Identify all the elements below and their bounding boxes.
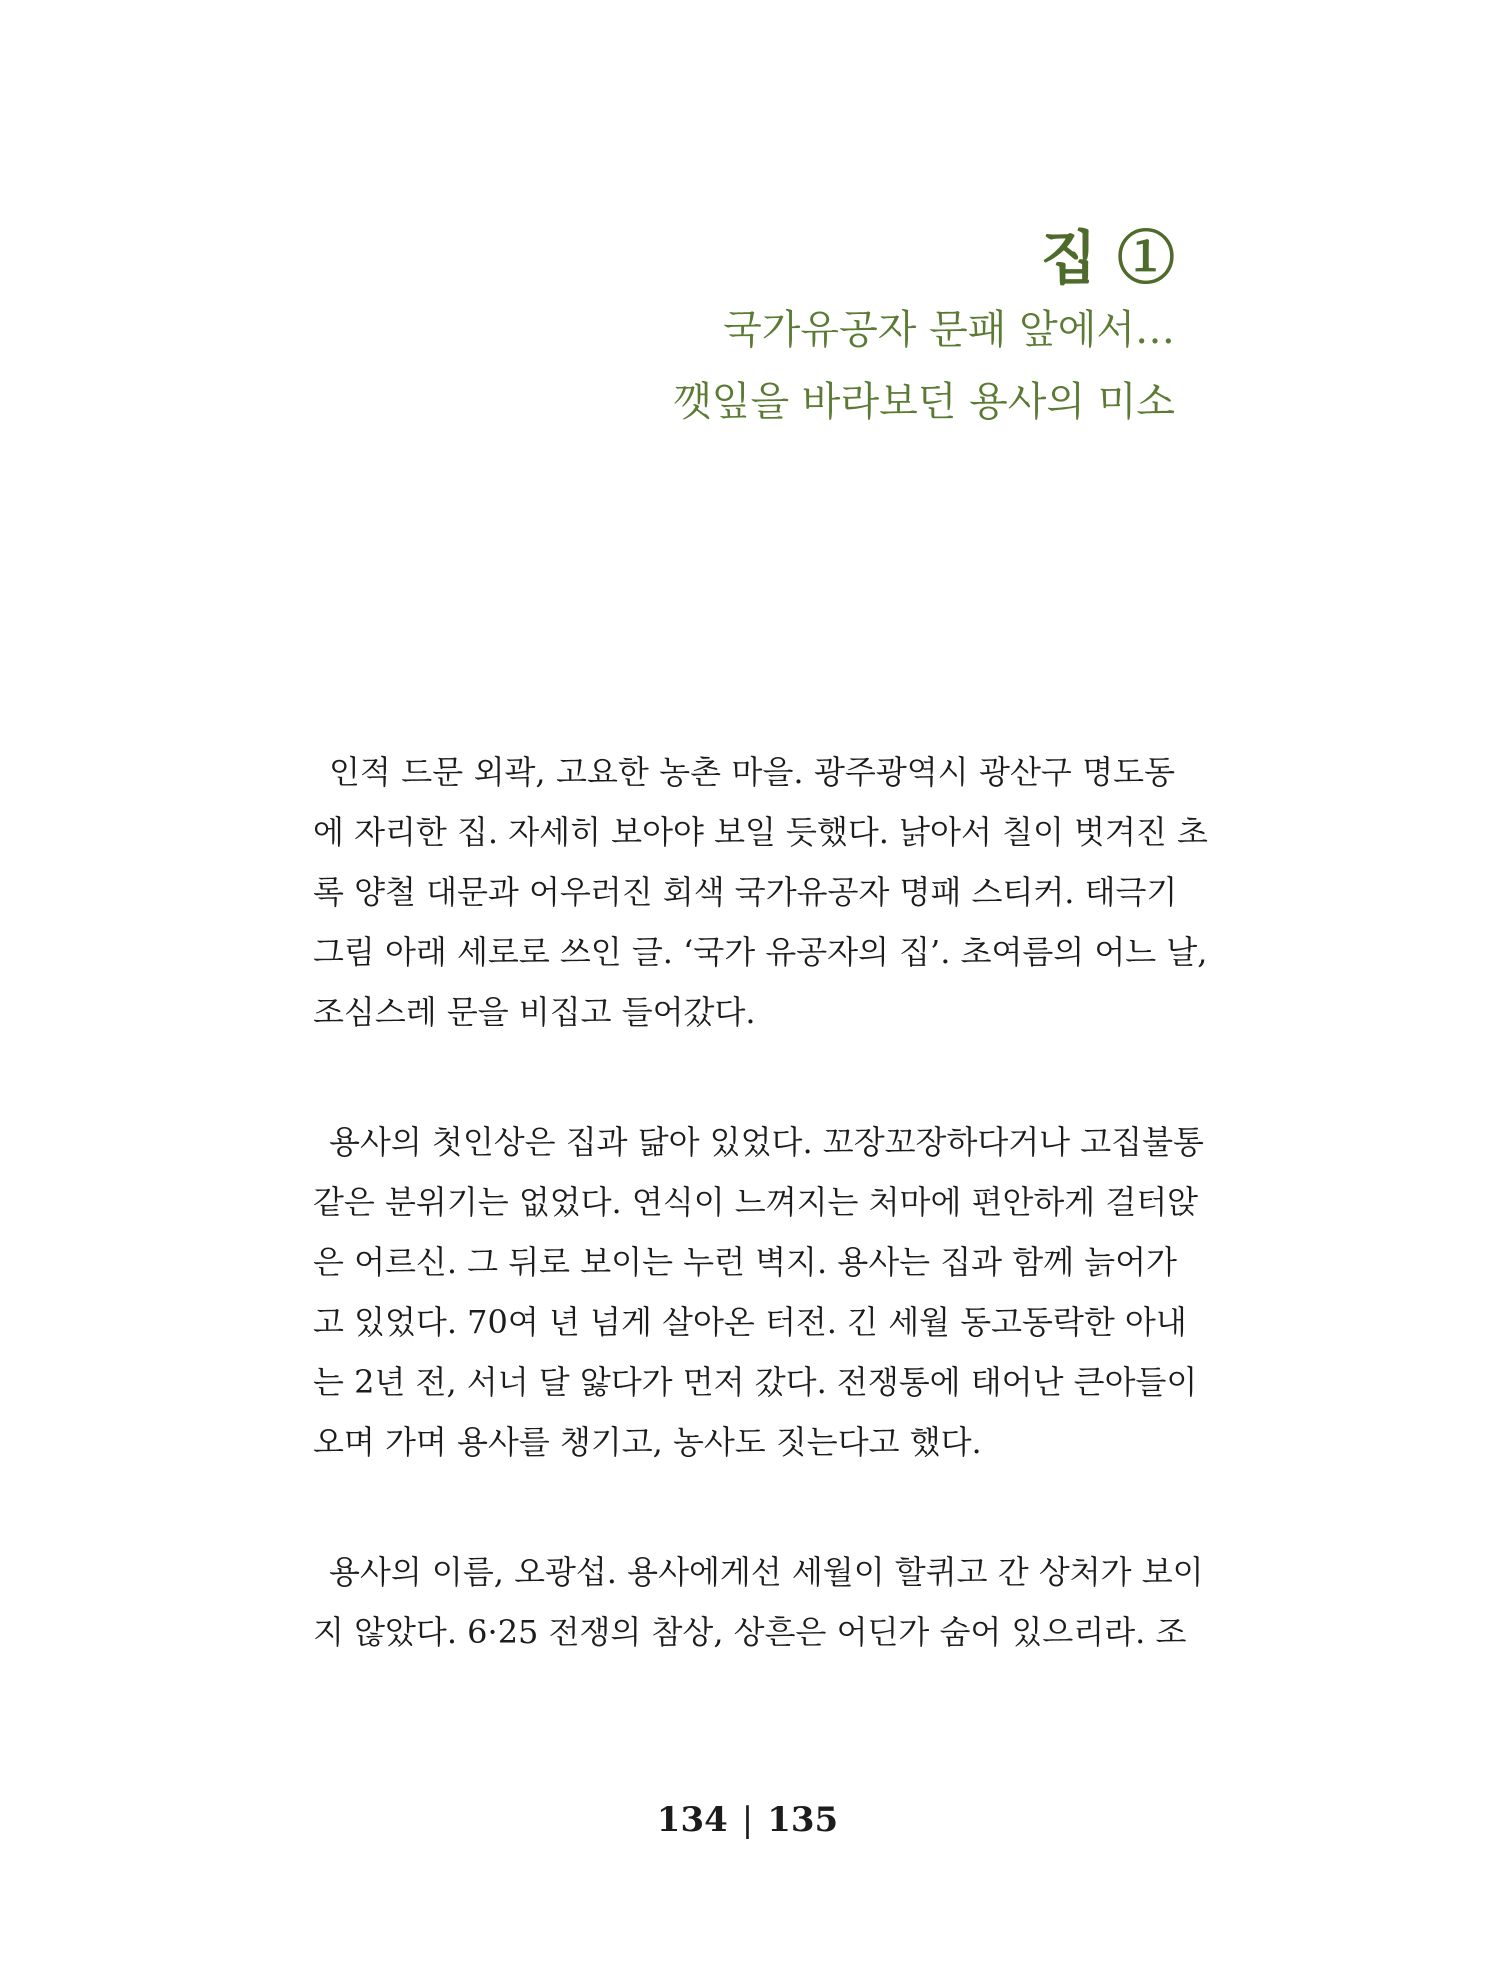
chapter-title: 집 ① [1040,224,1175,292]
paragraph-3 [313,1542,1204,1662]
paragraph-gap [313,1042,1175,1112]
paragraph-line: 록 양철 대문과 어우러진 회색 국가유공자 명패 스티커. 태극기 [313,873,1178,911]
paragraph-line: 그림 아래 세로로 쓰인 글. ‘국가 유공자의 집’. 초여름의 어느 날, [313,933,1208,971]
page-numbers [0,1800,1495,1840]
right-page-number: 135 [767,1800,839,1840]
chapter-subtitle-line-2: 깻잎을 바라보던 용사의 미소 [673,379,1175,425]
paragraph-line: 같은 분위기는 없었다. 연식이 느껴지는 처마에 편안하게 걸터앉 [313,1183,1199,1221]
page-number-separator: | [741,1800,754,1840]
paragraph-gap [313,1472,1175,1542]
paragraph-1 [313,742,1208,1042]
paragraph-line: 인적 드문 외곽, 고요한 농촌 마을. 광주광역시 광산구 명도동 [329,753,1175,791]
paragraph-line: 고 있었다. 70여 년 넘게 살아온 터전. 긴 세월 동고동락한 아내 [313,1303,1187,1341]
paragraph-2 [313,1112,1204,1472]
paragraph-line: 는 2년 전, 서너 달 앓다가 먼저 갔다. 전쟁통에 태어난 큰아들이 [313,1363,1198,1401]
paragraph-line: 용사의 이름, 오광섭. 용사에게선 세월이 할퀴고 간 상처가 보이 [329,1553,1204,1591]
chapter-heading [673,222,1175,438]
paragraph-line: 지 않았다. 6·25 전쟁의 참상, 상흔은 어딘가 숨어 있으리라. 조 [313,1613,1187,1651]
left-page-number: 134 [656,1800,728,1840]
chapter-subtitle-line-1: 국가유공자 문패 앞에서… [723,307,1175,353]
paragraph-line: 에 자리한 집. 자세히 보아야 보일 듯했다. 낡아서 칠이 벗겨진 초 [313,813,1208,851]
paragraph-line: 조심스레 문을 비집고 들어갔다. [313,993,756,1031]
paragraph-line: 오며 가며 용사를 챙기고, 농사도 짓는다고 했다. [313,1423,982,1461]
paragraph-line: 용사의 첫인상은 집과 닮아 있었다. 꼬장꼬장하다거나 고집불통 [329,1123,1204,1161]
paragraph-line: 은 어르신. 그 뒤로 보이는 누런 벽지. 용사는 집과 함께 늙어가 [313,1243,1177,1281]
body-text [313,742,1208,1662]
